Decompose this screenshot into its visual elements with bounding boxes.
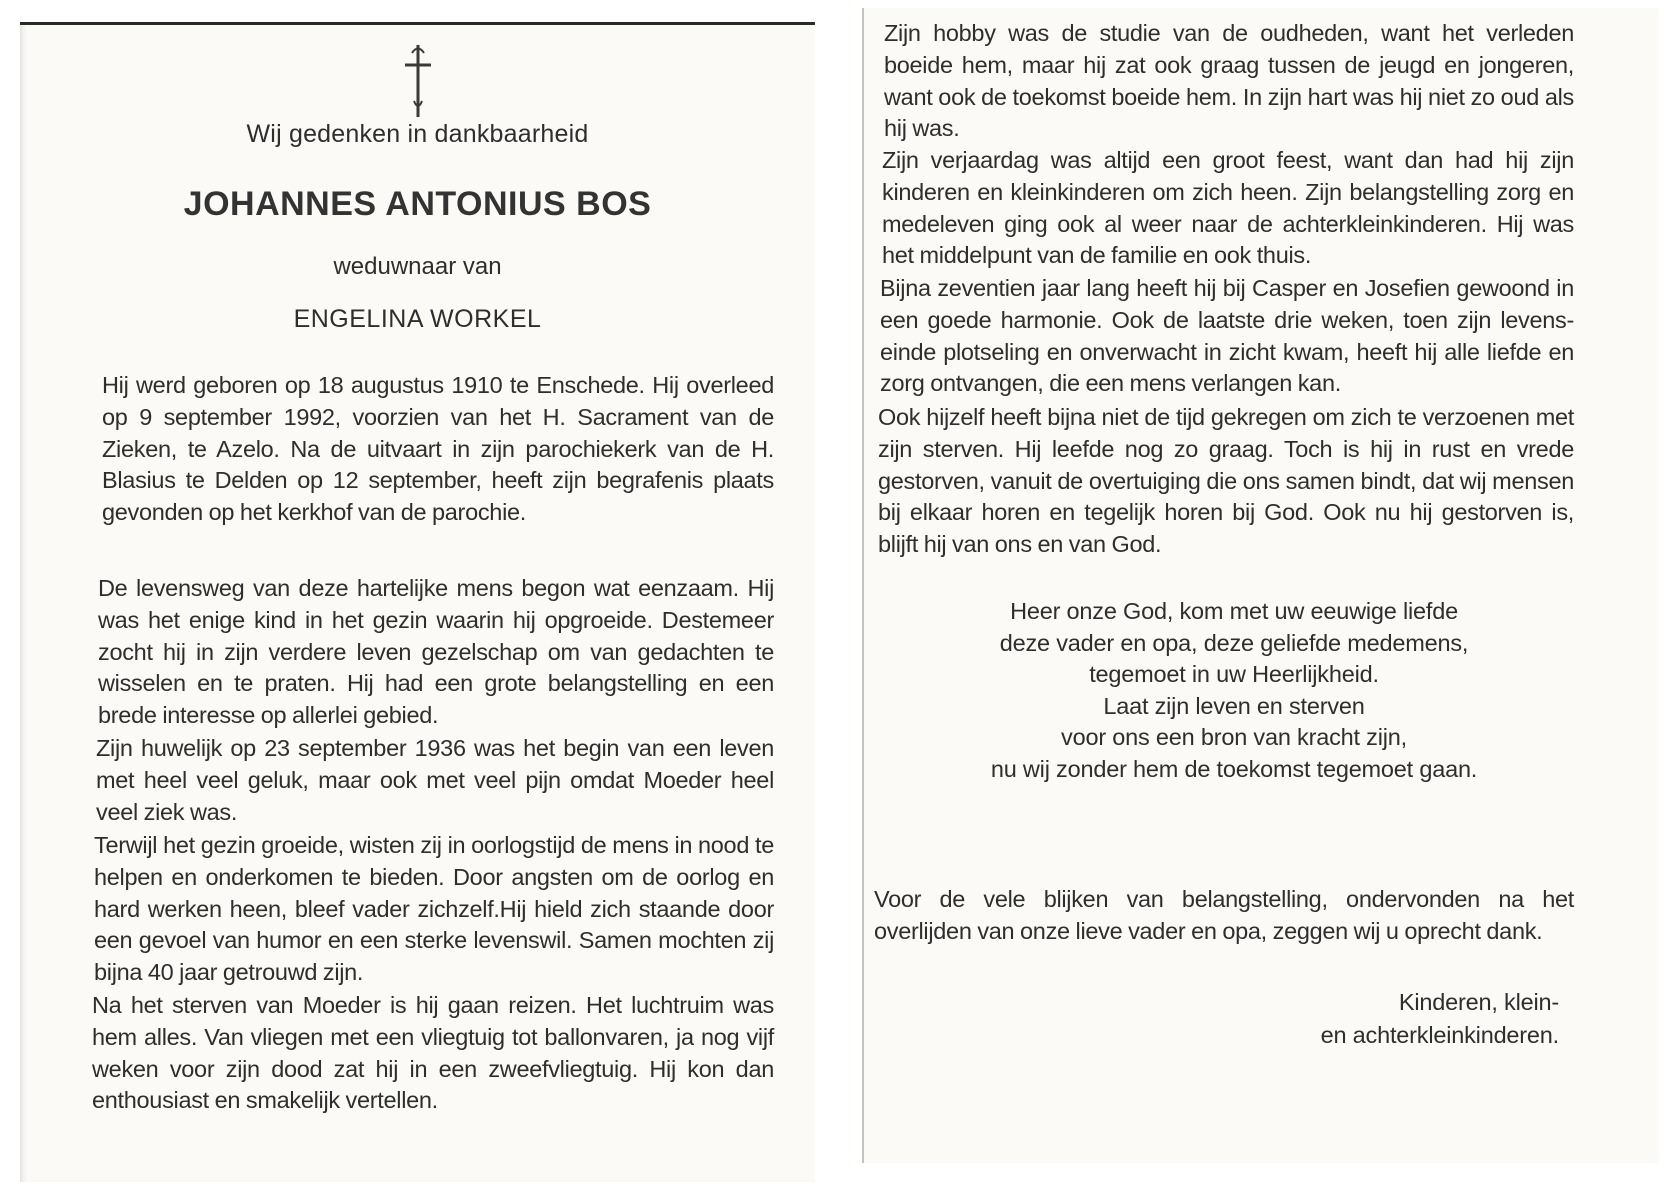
deceased-name: JOHANNES ANTONIUS BOS — [183, 185, 652, 223]
signature — [1321, 986, 1559, 1052]
biography-paragraph-childhood: De levensweg van deze hartelijke mens begon wat eenzaam. Hij was het enige kind in het gezin waarin hij opgroeide. Destemeer zocht hij in zijn verdere leven gezelschap om van gedachten te wisselen en te praten. Hij had een grote belangstelling en een brede interesse op allerlei gebied. — [98, 575, 774, 729]
prayer-line: deze vader en opa, deze geliefde medemens, — [999, 629, 1469, 656]
biography-paragraph-peace: Ook hijzelf heeft bijna niet de tijd gekregen om zich te verzoenen met zijn sterven. Hij leefde nog zo graag. Toch is hij in rust en vrede gestorven, vanuit de overtuiging die ons samen bindt, dat wij mensen bij elkaar horen en tegelijk horen bij God. Ook nu hij gestorven is, blijft hij van ons en van God. — [878, 404, 1574, 558]
biography-paragraph-war: Terwijl het gezin groeide, wisten zij in oorlogstijd de mens in nood te helpen en onderkomen te bieden. Door angsten om de oorlog en hard werken heen, bleef vader zichzelf.Hij hield zich staande door een gevoel van humor en een sterke levenswil. Samen mochten zij bijna 40 jaar getrouwd zijn. — [94, 832, 774, 986]
prayer — [904, 596, 1564, 785]
prayer-line: voor ons een bron van kracht zijn, — [1061, 724, 1407, 750]
prayer-line: nu wij zonder hem de toekomst tegemoet gaan. — [990, 755, 1478, 782]
biography-paragraph-harmony: Bijna zeventien jaar lang heeft hij bij Casper en Josefien gewoond in een goede harmonie. Ook de laatste drie weken, toen zijn levens-einde plotseling en onverwacht in zicht kwam, heeft hij alle liefde en zorg ontvangen, die een mens verlangen kan. — [880, 275, 1574, 397]
thanks-text: Voor de vele blijken van belangstelling, ondervonden na het overlijden van onze lieve vader en opa, zeggen wij u oprecht dank. — [874, 886, 1574, 944]
prayer-line: Heer onze God, kom met uw eeuwige liefde — [1010, 598, 1458, 624]
biography-paragraph-marriage: Zijn huwelijk op 23 september 1936 was het begin van een leven met heel veel geluk, maar ook met veel pijn omdat Moeder heel veel ziek was. — [96, 735, 774, 825]
cross-icon — [20, 41, 815, 131]
biography-paragraph-birth: Hij werd geboren op 18 augustus 1910 te Enschede. Hij overleed op 9 september 1992, voorzien van het H. Sacrament van de Zieken, te Azelo. Na de uitvaart in zijn parochiekerk van de H. Blasius te Delden op 12 september, heeft zijn begrafenis plaats gevonden op het kerkhof van de parochie. — [102, 372, 774, 526]
signature-line: Kinderen, klein- — [1398, 989, 1559, 1015]
signature-line: en achterkleinkinderen. — [1320, 1022, 1559, 1048]
widower-label: weduwnaar van — [333, 253, 502, 280]
spouse-name: ENGELINA WORKEL — [293, 305, 542, 333]
prayer-line: tegemoet in uw Heerlijkheid. — [1089, 661, 1379, 687]
right-memorial-card — [862, 8, 1659, 1163]
left-memorial-card — [20, 22, 815, 1182]
prayer-line: Laat zijn leven en sterven — [1103, 692, 1365, 719]
biography-paragraph-travel: Na het sterven van Moeder is hij gaan reizen. Het luchtruim was hem alles. Van vliegen met een vliegtuig tot ballonvaren, ja nog vijf weken voor zijn dood zat hij in een zweefvliegtuig. Hij kon dan enthousiast en smakelijk vertellen. — [92, 992, 774, 1114]
memorial-heading: Wij gedenken in dankbaarheid — [246, 120, 589, 148]
biography-paragraph-birthday: Zijn verjaardag was altijd een groot feest, want dan had hij zijn kinderen en kleinkinderen om zich heen. Zijn belangstelling zorg en medeleven ging ook al weer naar de achterkleinkinderen. Hij was het middelpunt van de familie en ook thuis. — [882, 147, 1574, 269]
biography-paragraph-hobby: Zijn hobby was de studie van de oudheden, want het verleden boeide hem, maar hij zat ook graag tussen de jeugd en jongeren, want ook de toekomst boeide hem. In zijn hart was hij niet zo oud als hij was. — [884, 20, 1574, 142]
